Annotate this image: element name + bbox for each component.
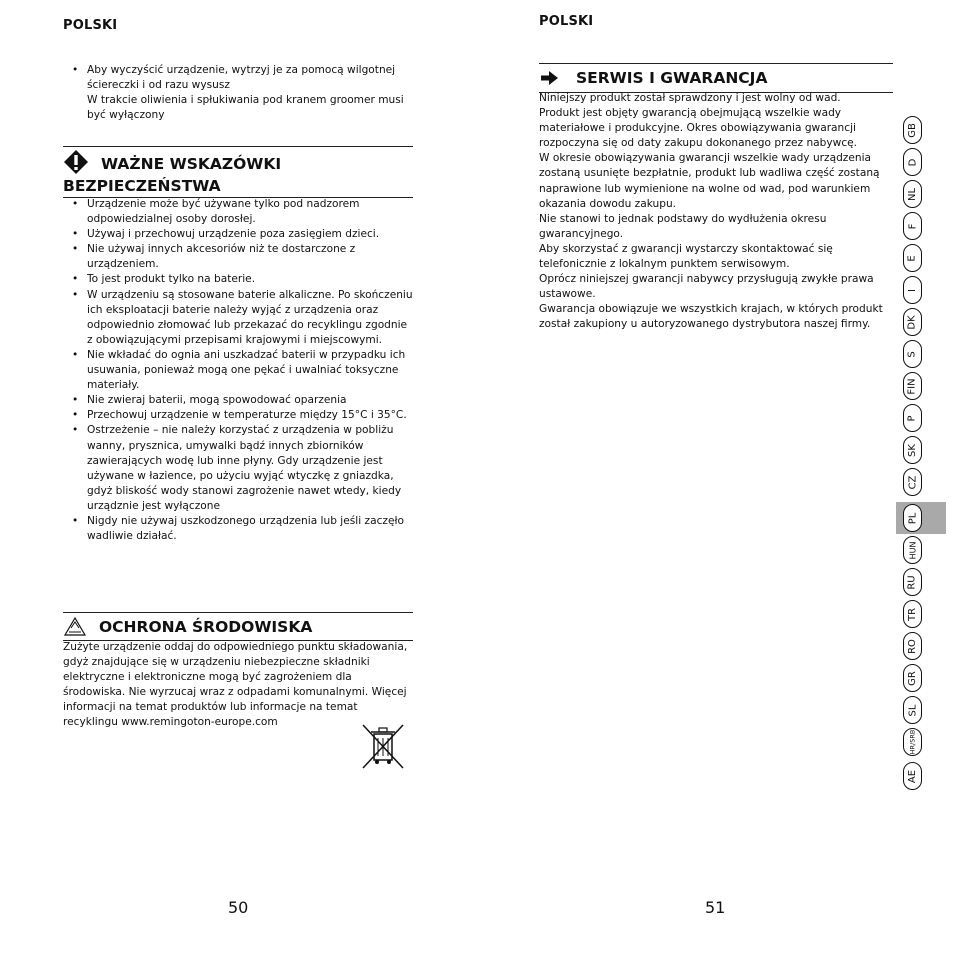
service-title: SERWIS I GWARANCJA [576,69,768,87]
service-text [539,91,894,333]
language-tab-dk[interactable]: DK [903,308,922,336]
service-section-title [539,63,893,93]
intro-bullet-2: W trakcie oliwienia i spłukiwania pod kranem groomer musi być wyłączony [87,94,404,122]
service-paragraph: Produkt jest objęty gwarancją obejmującą wszelkie wady materiałowe i produkcyjne. Okres obowiązywania gwarancji rozpoczyna się od daty zakupu dokonanego przez nabywcę. [539,107,858,150]
safety-list [63,197,415,544]
safety-item: • Używaj i przechowuj urządzenie poza zasięgiem dzieci. [63,227,415,242]
safety-item: • Przechowuj urządzenie w temperaturze między 15°C i 35°C. [63,408,415,423]
left-page-number: 50 [228,898,249,917]
safety-item: • To jest produkt tylko na baterie. [63,272,415,287]
language-tab-hun[interactable]: HUN [903,536,922,564]
language-tab-e[interactable]: E [903,244,922,272]
right-page-header: POLSKI [539,14,594,29]
language-tab-fin[interactable]: FIN [903,372,922,400]
language-tab-ae[interactable]: AE [903,762,922,790]
left-page-header: POLSKI [63,18,118,33]
service-paragraph: Niniejszy produkt został sprawdzony i jest wolny od wad. [539,92,841,104]
language-tab-cz[interactable]: CZ [903,468,922,496]
language-tab-gb[interactable]: GB [903,116,922,144]
service-paragraph: Aby skorzystać z gwarancji wystarczy skontaktować się telefonicznie z lokalnym punktem serwisowym. [539,242,833,271]
language-tab-i[interactable]: I [903,276,922,304]
language-tab-ro[interactable]: RO [903,632,922,660]
service-paragraph: Gwarancja obowiązuje we wszystkich krajach, w których produkt został zakupiony u autoryzowanego dystrybutora naszej firmy. [539,303,883,331]
safety-title-line1: WAŻNE WSKAZÓWKI [101,155,282,173]
language-tab-sl[interactable]: SL [903,696,922,724]
language-tab-gr[interactable]: GR [903,664,922,692]
safety-item: • Ostrzeżenie – nie należy korzystać z urządzenia w pobliżu wanny, prysznica, umywalki bądź innych zbiorników zawierających wodę lub inne płyny. Gdy urządzenie jest używane w łazience, po użyciu wyjąć wtyczkę z gniazdka, gdyż bliskość wody stanowi zagrożenie nawet wtedy, kiedy urządznie jest wyłączone [63,423,415,514]
intro-bullet-1: Aby wyczyścić urządzenie, wytrzyj je za pomocą wilgotnej ściereczki i od razu wysusz [87,64,396,92]
weee-bin-icon [360,722,406,770]
arrow-right-icon [541,71,559,85]
environment-section-title [63,612,413,641]
safety-title-line2: BEZPIECZEŃSTWA [63,177,221,195]
language-tab-d[interactable]: D [903,148,922,176]
safety-item: • Urządzenie może być używane tylko pod nadzorem odpowiedzialnej osoby dorosłej. [63,197,415,227]
safety-item: • W urządzeniu są stosowane baterie alkaliczne. Po skończeniu ich eksploatacji baterie należy wyjąć z urządzenia oraz odpowiednio złomować lub przekazać do recyklingu zgodnie z obowiązującymi przepisami krajowymi i miejscowymi. [63,288,415,348]
recycle-icon [63,616,87,638]
warning-icon [63,149,89,175]
intro-bullets [63,63,413,123]
right-page-number: 51 [705,898,726,917]
safety-item: • Nie wkładać do ognia ani uszkadzać baterii w przypadku ich usuwania, ponieważ mogą one pękać i uwalniać toksyczne materiały. [63,348,415,393]
safety-item: • Nigdy nie używaj uszkodzonego urządzenia lub jeśli zaczęło wadliwie działać. [63,514,415,544]
language-tab-p[interactable]: P [903,404,922,432]
intro-bullet [63,63,413,123]
service-paragraph: W okresie obowiązywania gwarancji wszelkie wady urządzenia zostaną usunięte bezpłatnie, produkt lub wadliwa część zostaną naprawione lub wymienione na wolne od wad, pod warunkiem okazania dowodu zakupu. [539,152,880,210]
language-tab-hr-srb[interactable]: HR/SRB [903,728,922,756]
environment-text: Zużyte urządzenie oddaj do odpowiedniego punktu składowania, gdyż znajdujące się w urządzeniu niebezpieczne składniki elektryczne i elektroniczne mogą być zagrożeniem dla środowiska. Nie wyrzucaj wraz z odpadami komunalnymi. Więcej informacji na temat produktów lub informacje na temat recyklingu www.remingoton-europe.com [63,641,408,729]
environment-title: OCHRONA ŚRODOWISKA [99,617,313,636]
language-tab-f[interactable]: F [903,212,922,240]
safety-item: • Nie używaj innych akcesoriów niż te dostarczone z urządzeniem. [63,242,415,272]
language-tab-sk[interactable]: SK [903,436,922,464]
language-tab-pl[interactable]: PL [903,504,922,532]
safety-item: • Nie zwieraj baterii, mogą spowodować oparzenia [63,393,415,408]
language-tabs [896,112,946,797]
language-tab-tr[interactable]: TR [903,600,922,628]
language-tab-ru[interactable]: RU [903,568,922,596]
language-tab-s[interactable]: S [903,340,922,368]
safety-section-title [63,146,413,198]
service-paragraph: Oprócz niniejszej gwarancji nabywcy przysługują zwykłe prawa ustawowe. [539,273,874,301]
language-tab-nl[interactable]: NL [903,180,922,208]
service-paragraph: Nie stanowi to jednak podstawy do wydłużenia okresu gwarancyjnego. [539,212,827,240]
